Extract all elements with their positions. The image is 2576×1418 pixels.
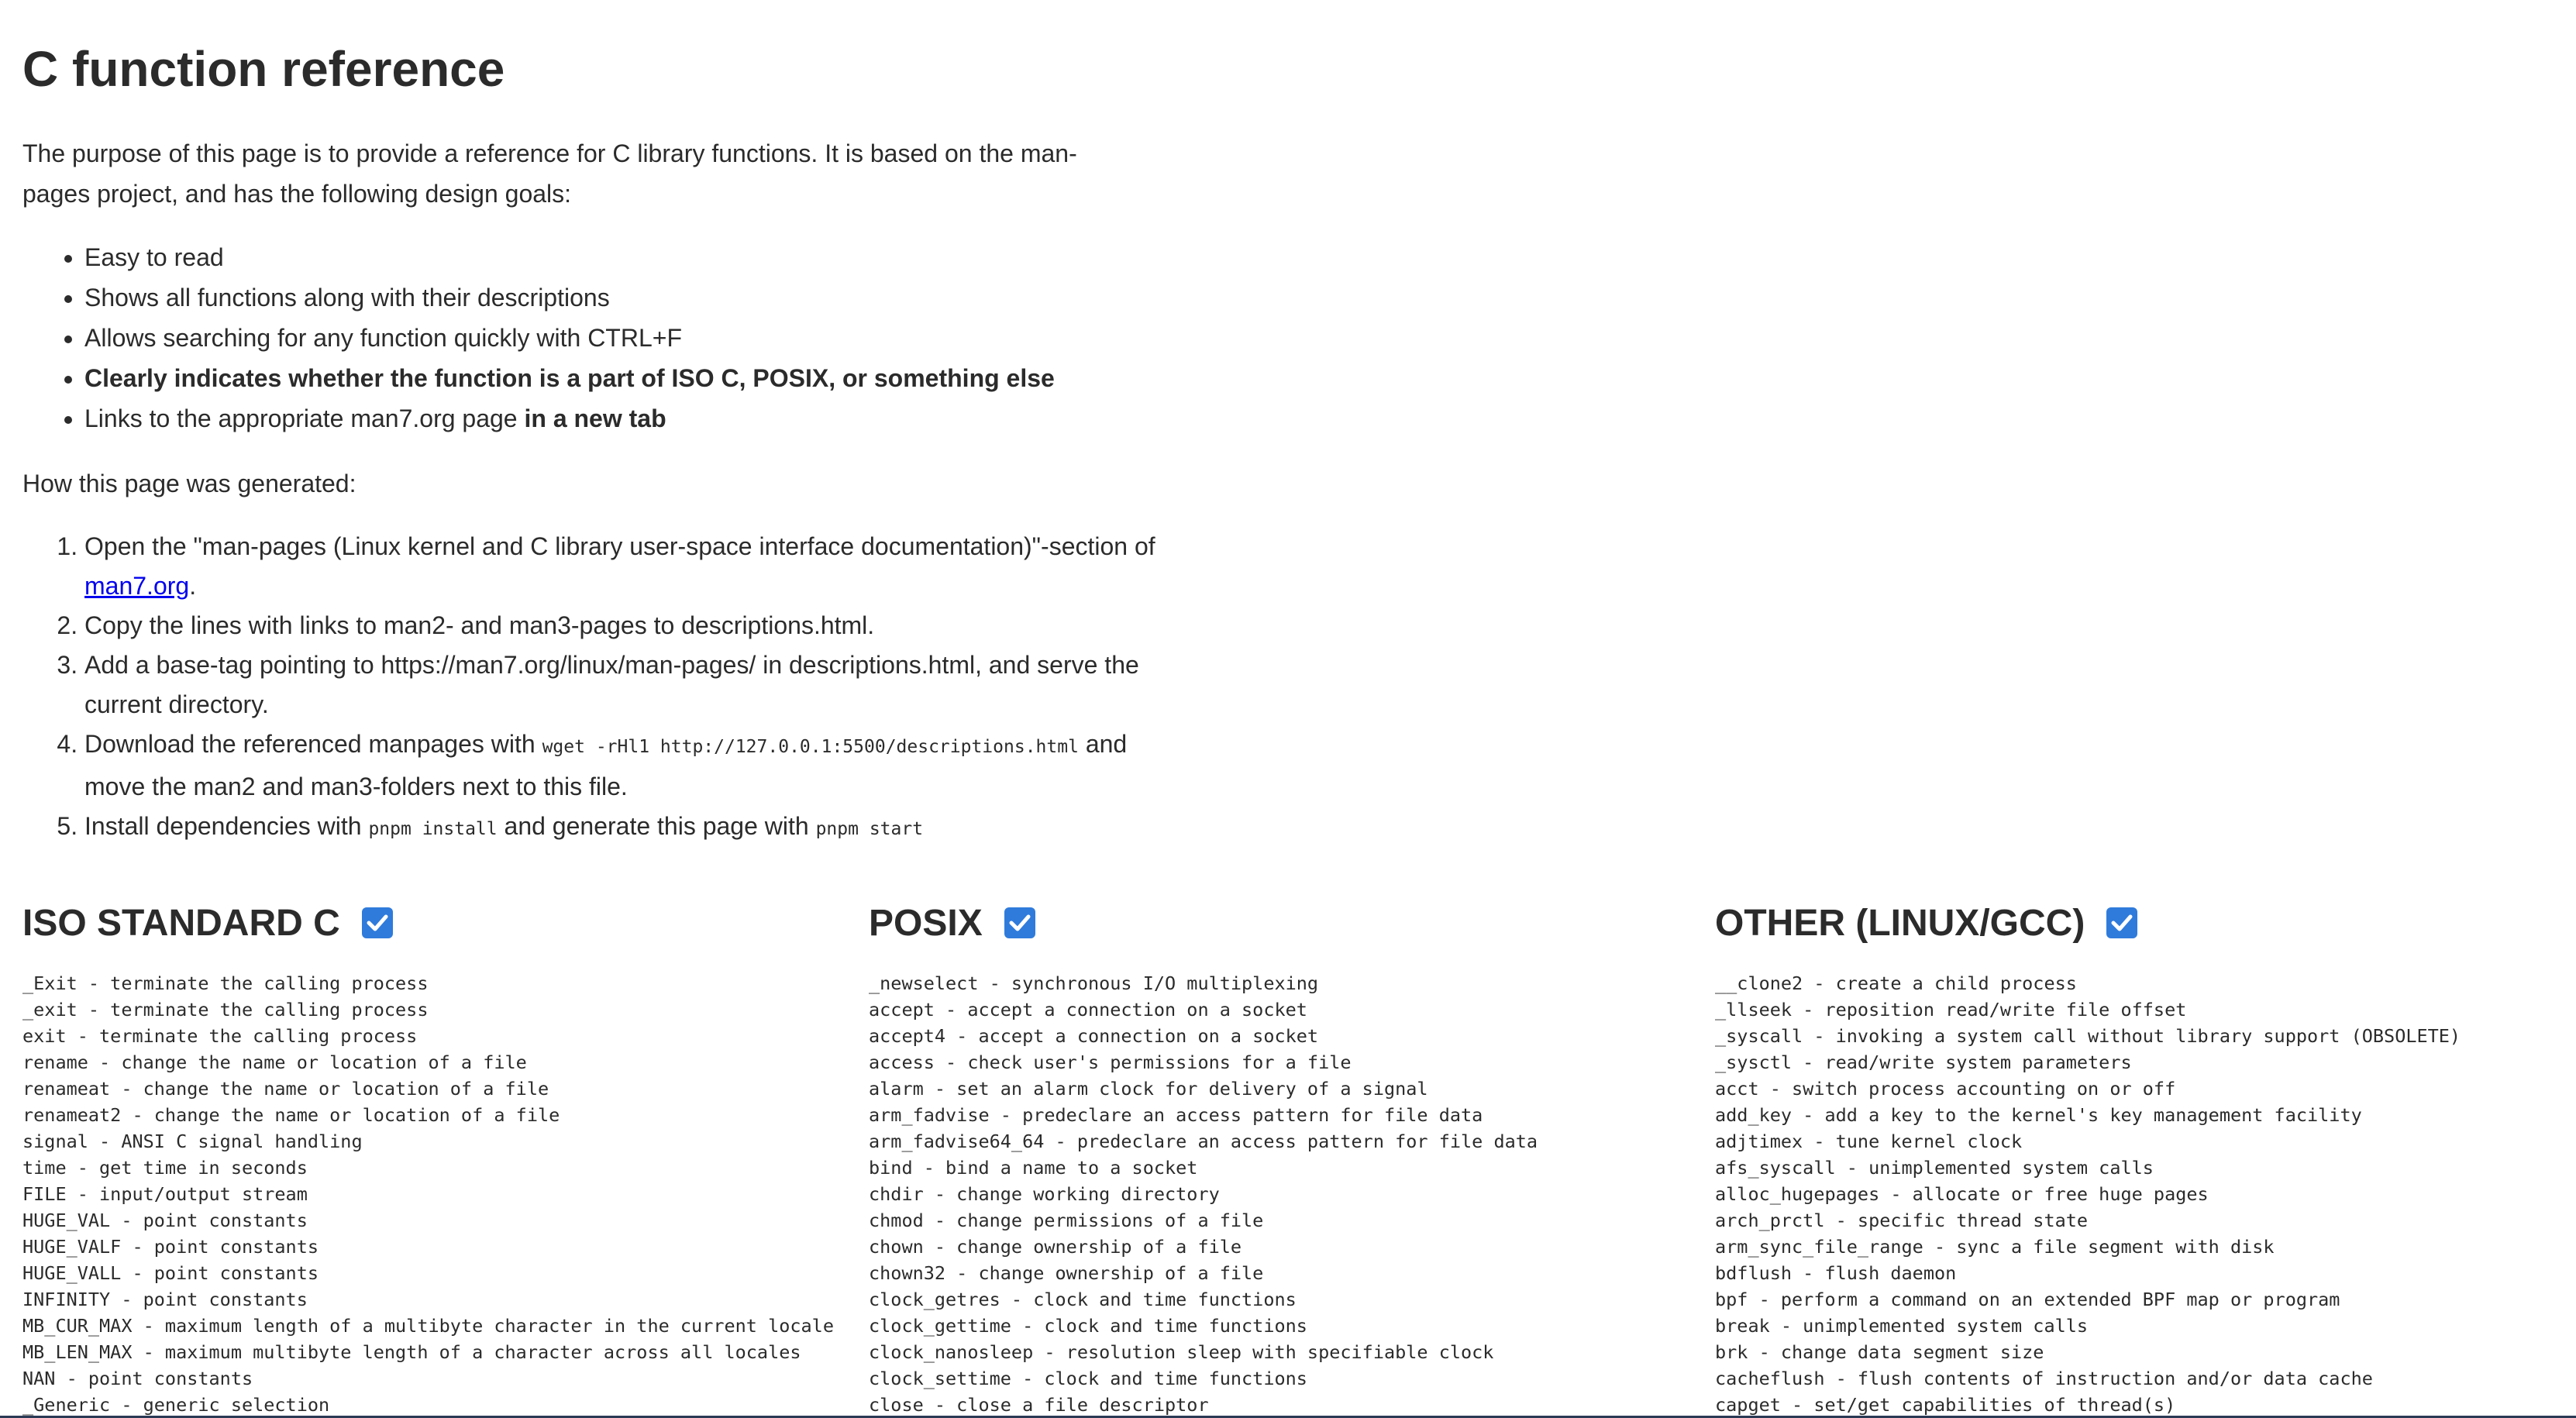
function-entry[interactable]: rename - change the name or location of a file xyxy=(22,1051,527,1073)
function-entry[interactable]: MB_CUR_MAX - maximum length of a multibyte character in the current locale xyxy=(22,1315,834,1337)
page-title: C function reference xyxy=(22,41,505,97)
iso-c-checkbox[interactable] xyxy=(362,907,393,938)
function-entry[interactable]: access - check user's permissions for a file xyxy=(869,1051,1352,1073)
function-entry[interactable]: MB_LEN_MAX - maximum multibyte length of a character across all locales xyxy=(22,1341,801,1363)
function-entry[interactable]: HUGE_VALF - point constants xyxy=(22,1236,319,1258)
function-entry[interactable]: alloc_hugepages - allocate or free huge pages xyxy=(1715,1183,2209,1205)
pnpm-install-command: pnpm install xyxy=(368,819,498,839)
function-entry[interactable]: signal - ANSI C signal handling xyxy=(22,1131,363,1152)
function-entry[interactable]: clock_getres - clock and time functions xyxy=(869,1289,1297,1310)
column-title: ISO STANDARD C xyxy=(22,902,340,944)
function-entry[interactable]: accept - accept a connection on a socket xyxy=(869,999,1307,1020)
function-list xyxy=(1715,970,2461,1418)
step-text: Install dependencies with xyxy=(84,812,369,840)
function-entry[interactable]: time - get time in seconds xyxy=(22,1157,308,1179)
function-entry[interactable]: cacheflush - flush contents of instruction and/or data cache xyxy=(1715,1368,2373,1389)
step-item xyxy=(84,724,1169,807)
function-entry[interactable]: chmod - change permissions of a file xyxy=(869,1210,1264,1231)
function-entry[interactable]: chdir - change working directory xyxy=(869,1183,1220,1205)
goal-item: • Allows searching for any function quickly with CTRL+F xyxy=(84,318,1055,358)
generation-heading: How this page was generated: xyxy=(22,470,356,497)
function-entry[interactable]: clock_gettime - clock and time functions xyxy=(869,1315,1307,1337)
function-list xyxy=(22,970,834,1418)
step-item: 3. Add a base-tag pointing to https://man7.org/linux/man-pages/ in descriptions.html, and serve the current directory. xyxy=(84,645,1169,724)
wget-command: wget -rHl1 http://127.0.0.1:5500/descriptions.html xyxy=(542,737,1079,757)
function-entry[interactable]: chown - change ownership of a file xyxy=(869,1236,1242,1258)
function-list xyxy=(869,970,1538,1418)
function-entry[interactable]: adjtimex - tune kernel clock xyxy=(1715,1131,2023,1152)
posix-column xyxy=(869,897,1706,1416)
function-entry[interactable]: _Exit - terminate the calling process xyxy=(22,972,429,994)
function-entry[interactable]: capget - set/get capabilities of thread(s) xyxy=(1715,1394,2176,1416)
function-entry[interactable]: HUGE_VALL - point constants xyxy=(22,1262,319,1284)
pnpm-start-command: pnpm start xyxy=(815,819,924,839)
step-text: Download the referenced manpages with xyxy=(84,730,542,758)
function-entry[interactable]: chown32 - change ownership of a file xyxy=(869,1262,1264,1284)
function-entry[interactable]: _sysctl - read/write system parameters xyxy=(1715,1051,2132,1073)
posix-checkbox[interactable] xyxy=(1004,907,1035,938)
goal-item: • Shows all functions along with their descriptions xyxy=(84,277,1055,318)
step-item xyxy=(84,807,1169,849)
function-entry[interactable]: renameat2 - change the name or location of a file xyxy=(22,1104,560,1126)
function-entry[interactable]: afs_syscall - unimplemented system calls xyxy=(1715,1157,2154,1179)
function-entry[interactable]: arch_prctl - specific thread state xyxy=(1715,1210,2089,1231)
step-item: 2. Copy the lines with links to man2- and man3-pages to descriptions.html. xyxy=(84,606,1169,645)
function-entry[interactable]: NAN - point constants xyxy=(22,1368,253,1389)
function-entry[interactable]: add_key - add a key to the kernel's key management facility xyxy=(1715,1104,2362,1126)
goal-bold-text: in a new tab xyxy=(524,404,666,432)
function-entry[interactable]: clock_nanosleep - resolution sleep with specifiable clock xyxy=(869,1341,1494,1363)
function-entry[interactable]: FILE - input/output stream xyxy=(22,1183,308,1205)
function-entry[interactable]: bdflush - flush daemon xyxy=(1715,1262,1957,1284)
function-entry[interactable]: arm_fadvise - predeclare an access pattern for file data xyxy=(869,1104,1483,1126)
goal-bold-text: Clearly indicates whether the function is a part of ISO C, POSIX, or something else xyxy=(84,364,1055,392)
checkmark-icon xyxy=(1004,907,1035,938)
function-entry[interactable]: _newselect - synchronous I/O multiplexing xyxy=(869,972,1319,994)
function-entry[interactable]: acct - switch process accounting on or off xyxy=(1715,1078,2176,1100)
function-entry[interactable]: renameat - change the name or location of a file xyxy=(22,1078,549,1100)
function-entry[interactable]: arm_fadvise64_64 - predeclare an access pattern for file data xyxy=(869,1131,1538,1152)
function-entry[interactable]: _llseek - reposition read/write file offset xyxy=(1715,999,2187,1020)
function-entry[interactable]: accept4 - accept a connection on a socket xyxy=(869,1025,1319,1047)
function-entry[interactable]: _Generic - generic selection xyxy=(22,1394,330,1416)
column-title: OTHER (LINUX/GCC) xyxy=(1715,902,2085,944)
generation-steps-list xyxy=(22,527,1169,849)
function-entry[interactable]: break - unimplemented system calls xyxy=(1715,1315,2089,1337)
function-entry[interactable]: HUGE_VAL - point constants xyxy=(22,1210,308,1231)
design-goals-list xyxy=(22,237,1055,439)
column-heading xyxy=(22,897,859,948)
goal-item: • Easy to read xyxy=(84,237,1055,277)
goal-item xyxy=(84,398,1055,439)
man7-link[interactable]: man7.org xyxy=(84,572,190,600)
function-entry[interactable]: bind - bind a name to a socket xyxy=(869,1157,1198,1179)
function-entry[interactable]: arm_sync_file_range - sync a file segment with disk xyxy=(1715,1236,2275,1258)
column-title: POSIX xyxy=(869,902,983,944)
intro-paragraph: The purpose of this page is to provide a reference for C library functions. It is based on the man-pages project, and has the following design goals: xyxy=(22,139,1077,208)
function-entry[interactable]: bpf - perform a command on an extended BPF map or program xyxy=(1715,1289,2340,1310)
checkmark-icon xyxy=(362,907,393,938)
step-text: . xyxy=(189,572,197,600)
function-entry[interactable]: close - close a file descriptor xyxy=(869,1394,1209,1416)
column-heading xyxy=(869,897,1706,948)
iso-c-column xyxy=(22,897,859,1416)
goal-item xyxy=(84,358,1055,398)
function-entry[interactable]: __clone2 - create a child process xyxy=(1715,972,2077,994)
checkmark-icon xyxy=(2106,907,2137,938)
function-entry[interactable]: alarm - set an alarm clock for delivery of a signal xyxy=(869,1078,1428,1100)
other-checkbox[interactable] xyxy=(2106,907,2137,938)
function-entry[interactable]: brk - change data segment size xyxy=(1715,1341,2044,1363)
step-item xyxy=(84,527,1169,606)
step-text: and move the man2 and man3-folders next to this file. xyxy=(84,730,1128,800)
function-entry[interactable]: exit - terminate the calling process xyxy=(22,1025,418,1047)
step-text: Open the "man-pages (Linux kernel and C library user-space interface documentation)"-section of xyxy=(84,532,1155,560)
function-entry[interactable]: _syscall - invoking a system call without library support (OBSOLETE) xyxy=(1715,1025,2461,1047)
function-entry[interactable]: clock_settime - clock and time functions xyxy=(869,1368,1307,1389)
other-column xyxy=(1715,897,2552,1416)
step-text: and generate this page with xyxy=(497,812,816,840)
goal-text: Links to the appropriate man7.org page xyxy=(84,404,525,432)
function-entry[interactable]: _exit - terminate the calling process xyxy=(22,999,429,1020)
function-entry[interactable]: INFINITY - point constants xyxy=(22,1289,308,1310)
column-heading xyxy=(1715,897,2552,948)
